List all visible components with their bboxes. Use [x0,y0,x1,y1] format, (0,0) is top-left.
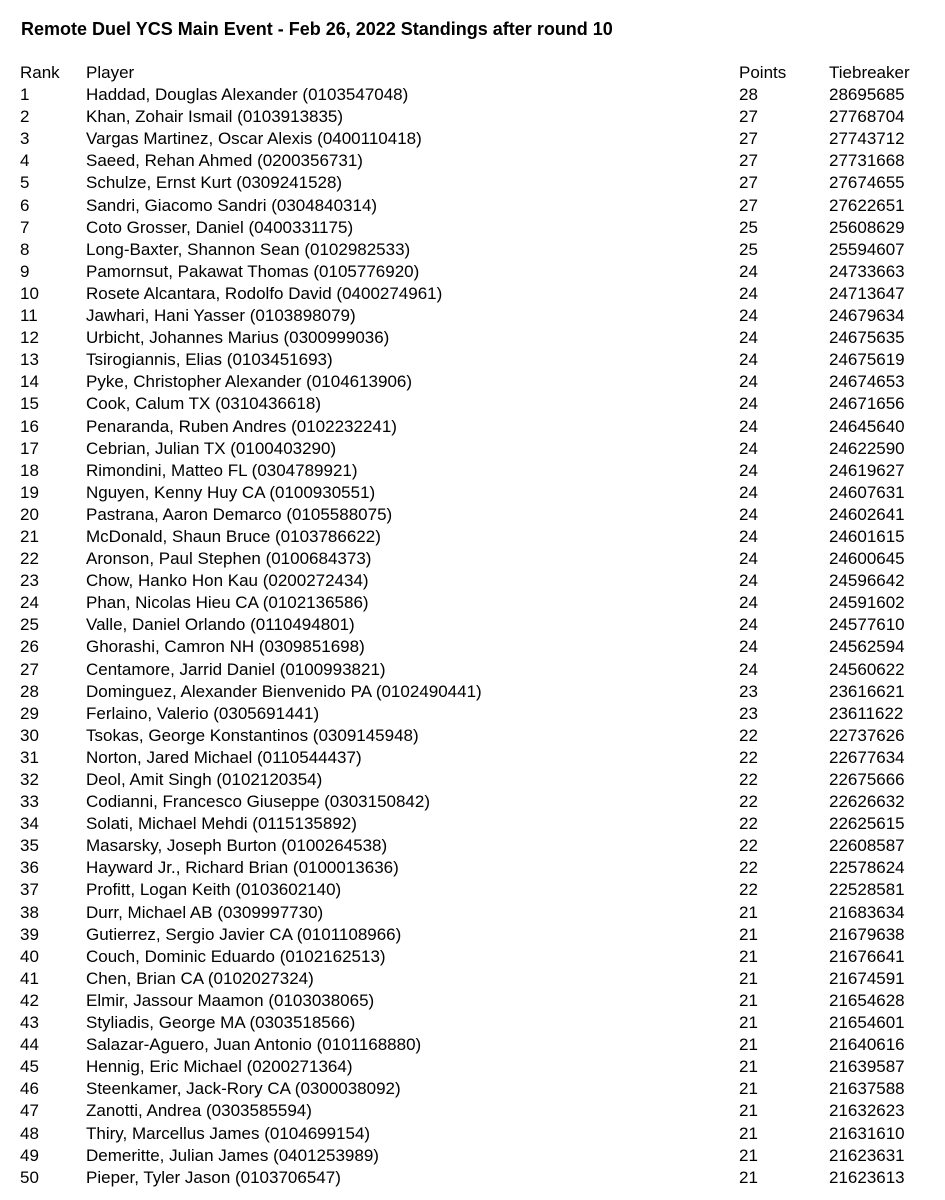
player-cell: Centamore, Jarrid Daniel (0100993821) [86,659,386,679]
player-cell: Hennig, Eric Michael (0200271364) [86,1057,353,1077]
points-cell: 22 [739,770,758,789]
player-cell: Coto Grosser, Daniel (0400331175) [86,217,354,237]
points-cell: 22 [739,858,758,878]
player-cell: Chow, Hanko Hon Kau (0200272434) [86,571,369,591]
tiebreaker-cell: 27622651 [829,195,905,215]
rank-cell: 48 [20,1123,39,1143]
tiebreaker-cell: 27768704 [829,107,905,127]
table-row [20,460,930,482]
rank-cell: 18 [20,460,39,480]
points-cell: 21 [739,1013,758,1033]
points-cell: 24 [739,615,758,635]
tiebreaker-cell: 24674653 [829,372,905,392]
points-cell: 21 [739,902,758,922]
player-cell: Zanotti, Andrea (0303585594) [86,1101,312,1121]
points-cell: 21 [739,968,758,988]
player-cell: Styliadis, George MA (0303518566) [86,1013,356,1033]
rank-cell: 11 [20,306,38,326]
table-row [20,681,930,703]
player-cell: Hayward Jr., Richard Brian (0100013636) [86,858,399,878]
tiebreaker-cell: 24675635 [829,328,905,348]
player-cell: Pastrana, Aaron Demarco (0105588075) [86,504,393,524]
player-cell: Cook, Calum TX (0310436618) [86,394,321,414]
tiebreaker-cell: 21623631 [829,1145,905,1165]
header-tiebreaker: Tiebreaker [829,63,910,82]
rank-cell: 40 [20,946,39,966]
tiebreaker-cell: 25594607 [829,239,905,259]
points-cell: 24 [739,372,758,392]
table-row [20,1167,930,1189]
tiebreaker-cell: 25608629 [829,217,905,237]
table-row [20,1034,930,1056]
player-cell: Vargas Martinez, Oscar Alexis (0400110418) [86,129,422,149]
tiebreaker-cell: 21683634 [829,902,905,922]
tiebreaker-cell: 21654628 [829,990,905,1010]
table-row [20,636,930,658]
tiebreaker-cell: 24671656 [829,394,905,414]
tiebreaker-cell: 24602641 [829,504,905,524]
points-cell: 22 [739,792,758,812]
rank-cell: 29 [20,703,39,723]
table-row [20,1078,930,1100]
table-row [20,261,930,283]
tiebreaker-cell: 21674591 [829,968,905,988]
rank-cell: 46 [20,1079,39,1099]
player-cell: Masarsky, Joseph Burton (0100264538) [86,836,388,856]
rank-cell: 47 [20,1101,39,1121]
table-row [20,482,930,504]
player-cell: Penaranda, Ruben Andres (0102232241) [86,416,397,436]
tiebreaker-cell: 23616621 [829,681,905,701]
player-cell: Khan, Zohair Ismail (0103913835) [86,107,344,127]
rank-cell: 1 [20,85,30,105]
rank-cell: 13 [20,350,39,370]
table-row [20,570,930,592]
player-cell: Steenkamer, Jack-Rory CA (0300038092) [86,1079,401,1099]
points-cell: 27 [739,129,758,149]
points-cell: 25 [739,239,758,259]
rank-cell: 27 [20,659,39,679]
rank-cell: 36 [20,858,39,878]
rank-cell: 28 [20,681,39,701]
player-cell: Cebrian, Julian TX (0100403290) [86,438,337,458]
player-cell: Deol, Amit Singh (0102120354) [86,770,323,789]
rank-cell: 7 [20,217,30,237]
player-cell: Saeed, Rehan Ahmed (0200356731) [86,151,363,171]
rank-cell: 49 [20,1145,39,1165]
table-row [20,703,930,725]
points-cell: 23 [739,681,758,701]
tiebreaker-cell: 22578624 [829,858,905,878]
player-cell: Tsirogiannis, Elias (0103451693) [86,350,333,370]
tiebreaker-cell: 24675619 [829,350,905,370]
tiebreaker-cell: 27743712 [829,129,905,149]
rank-cell: 4 [20,151,30,171]
table-row [20,438,930,460]
table-row [20,1056,930,1078]
points-cell: 24 [739,416,758,436]
points-cell: 24 [739,504,758,524]
tiebreaker-cell: 22528581 [829,880,905,900]
rank-cell: 44 [20,1035,39,1055]
table-row [20,195,930,217]
rank-cell: 25 [20,615,39,635]
points-cell: 21 [739,1057,758,1077]
points-cell: 23 [739,703,758,723]
player-cell: McDonald, Shaun Bruce (0103786622) [86,526,381,546]
table-row [20,1123,930,1145]
tiebreaker-cell: 21654601 [829,1013,905,1033]
table-row [20,150,930,172]
points-cell: 24 [739,637,758,657]
player-cell: Pamornsut, Pakawat Thomas (0105776920) [86,261,420,281]
standings-rows [20,84,930,1189]
rank-cell: 19 [20,482,39,502]
tiebreaker-cell: 27674655 [829,173,905,193]
player-cell: Solati, Michael Mehdi (0115135892) [86,814,357,834]
table-row [20,548,930,570]
tiebreaker-cell: 24713647 [829,283,905,303]
rank-cell: 5 [20,173,30,193]
table-row [20,659,930,681]
table-row [20,1145,930,1167]
points-cell: 21 [739,1123,758,1143]
rank-cell: 39 [20,924,39,944]
points-cell: 21 [739,924,758,944]
player-cell: Profitt, Logan Keith (0103602140) [86,880,342,900]
tiebreaker-cell: 21679638 [829,924,905,944]
tiebreaker-cell: 24679634 [829,306,905,326]
rank-cell: 22 [20,549,39,569]
table-row [20,725,930,747]
table-row [20,1100,930,1122]
tiebreaker-cell: 24577610 [829,615,905,635]
table-row [20,835,930,857]
table-row [20,769,930,791]
points-cell: 24 [739,261,758,281]
rank-cell: 9 [20,261,30,281]
player-cell: Long-Baxter, Shannon Sean (0102982533) [86,239,411,259]
table-row [20,1012,930,1034]
points-cell: 24 [739,549,758,569]
header-points: Points [739,63,787,82]
rank-cell: 23 [20,571,39,591]
rank-cell: 42 [20,990,39,1010]
points-cell: 21 [739,1035,758,1055]
player-cell: Schulze, Ernst Kurt (0309241528) [86,173,343,193]
table-row [20,946,930,968]
points-cell: 27 [739,173,758,193]
tiebreaker-cell: 24619627 [829,460,905,480]
rank-cell: 45 [20,1057,39,1077]
player-cell: Chen, Brian CA (0102027324) [86,968,314,988]
table-row [20,504,930,526]
points-cell: 21 [739,990,758,1010]
table-row [20,283,930,305]
rank-cell: 20 [20,504,39,524]
table-row [20,526,930,548]
tiebreaker-cell: 24733663 [829,261,905,281]
points-cell: 22 [739,836,758,856]
tiebreaker-cell: 24560622 [829,659,905,679]
points-cell: 24 [739,438,758,458]
player-cell: Jawhari, Hani Yasser (0103898079) [86,306,356,326]
header-rank: Rank [20,63,60,82]
tiebreaker-cell: 24600645 [829,549,905,569]
rank-cell: 2 [20,107,30,127]
player-cell: Codianni, Francesco Giuseppe (0303150842) [86,792,431,812]
player-cell: Demeritte, Julian James (0401253989) [86,1145,379,1165]
tiebreaker-cell: 21640616 [829,1035,905,1055]
rank-cell: 8 [20,239,30,259]
points-cell: 24 [739,394,758,414]
rank-cell: 15 [20,394,39,414]
points-cell: 22 [739,880,758,900]
rank-cell: 21 [20,526,39,546]
rank-cell: 43 [20,1013,39,1033]
points-cell: 22 [739,747,758,767]
player-cell: Ferlaino, Valerio (0305691441) [86,703,320,723]
points-cell: 21 [739,1145,758,1165]
tiebreaker-cell: 22677634 [829,747,905,767]
points-cell: 21 [739,1101,758,1121]
rank-cell: 24 [20,593,39,613]
player-cell: Durr, Michael AB (0309997730) [86,902,324,922]
points-cell: 22 [739,814,758,834]
tiebreaker-cell: 24562594 [829,637,905,657]
tiebreaker-cell: 21632623 [829,1101,905,1121]
tiebreaker-cell: 21631610 [829,1123,905,1143]
tiebreaker-cell: 22625615 [829,814,905,834]
points-cell: 27 [739,151,758,171]
tiebreaker-cell: 27731668 [829,151,905,171]
points-cell: 24 [739,350,758,370]
table-row [20,239,930,261]
points-cell: 24 [739,526,758,546]
player-cell: Valle, Daniel Orlando (0110494801) [86,615,355,635]
table-row [20,791,930,813]
rank-cell: 35 [20,836,39,856]
rank-cell: 37 [20,880,39,900]
player-cell: Elmir, Jassour Maamon (0103038065) [86,990,375,1010]
player-cell: Pyke, Christopher Alexander (0104613906) [86,372,413,392]
rank-cell: 34 [20,814,39,834]
table-row [20,924,930,946]
points-cell: 24 [739,659,758,679]
tiebreaker-cell: 22675666 [829,770,905,789]
table-row [20,393,930,415]
tiebreaker-cell: 24591602 [829,593,905,613]
tiebreaker-cell: 24645640 [829,416,905,436]
player-cell: Nguyen, Kenny Huy CA (0100930551) [86,482,376,502]
table-row [20,747,930,769]
points-cell: 24 [739,460,758,480]
points-cell: 24 [739,283,758,303]
table-row [20,172,930,194]
rank-cell: 17 [20,438,39,458]
table-row [20,106,930,128]
player-cell: Urbicht, Johannes Marius (0300999036) [86,328,390,348]
table-row [20,902,930,924]
table-row [20,371,930,393]
rank-cell: 14 [20,372,39,392]
rank-cell: 31 [20,747,39,767]
rank-cell: 32 [20,770,39,789]
player-cell: Dominguez, Alexander Bienvenido PA (0102490441) [86,681,482,701]
tiebreaker-cell: 23611622 [829,703,904,723]
rank-cell: 33 [20,792,39,812]
rank-cell: 6 [20,195,30,215]
table-row [20,128,930,150]
table-row [20,416,930,438]
table-row [20,217,930,239]
rank-cell: 38 [20,902,39,922]
header-row [20,62,930,84]
points-cell: 24 [739,306,758,326]
rank-cell: 12 [20,328,39,348]
rank-cell: 16 [20,416,39,436]
tiebreaker-cell: 21639587 [829,1057,905,1077]
tiebreaker-cell: 22737626 [829,725,905,745]
table-row [20,327,930,349]
points-cell: 24 [739,328,758,348]
points-cell: 21 [739,946,758,966]
player-cell: Norton, Jared Michael (0110544437) [86,747,362,767]
rank-cell: 41 [20,968,39,988]
points-cell: 21 [739,1167,758,1187]
tiebreaker-cell: 24601615 [829,526,905,546]
player-cell: Aronson, Paul Stephen (0100684373) [86,549,372,569]
standings-table [20,62,930,1189]
rank-cell: 50 [20,1167,39,1187]
points-cell: 21 [739,1079,758,1099]
player-cell: Tsokas, George Konstantinos (0309145948) [86,725,419,745]
table-row [20,990,930,1012]
points-cell: 27 [739,195,758,215]
table-row [20,813,930,835]
header-player: Player [86,63,135,82]
tiebreaker-cell: 24622590 [829,438,905,458]
tiebreaker-cell: 22626632 [829,792,905,812]
points-cell: 22 [739,725,758,745]
table-row [20,968,930,990]
player-cell: Sandri, Giacomo Sandri (0304840314) [86,195,378,215]
player-cell: Rosete Alcantara, Rodolfo David (0400274961) [86,283,443,303]
tiebreaker-cell: 21623613 [829,1167,905,1187]
points-cell: 24 [739,593,758,613]
table-row [20,349,930,371]
table-row [20,614,930,636]
rank-cell: 26 [20,637,39,657]
tiebreaker-cell: 28695685 [829,85,905,105]
player-cell: Rimondini, Matteo FL (0304789921) [86,460,358,480]
tiebreaker-cell: 22608587 [829,836,905,856]
table-row [20,305,930,327]
player-cell: Haddad, Douglas Alexander (0103547048) [86,85,409,105]
table-row [20,879,930,901]
player-cell: Ghorashi, Camron NH (0309851698) [86,637,365,657]
table-row [20,857,930,879]
points-cell: 24 [739,571,758,591]
tiebreaker-cell: 24607631 [829,482,905,502]
points-cell: 24 [739,482,758,502]
tiebreaker-cell: 24596642 [829,571,905,591]
rank-cell: 3 [20,129,30,149]
points-cell: 25 [739,217,758,237]
table-row [20,592,930,614]
player-cell: Gutierrez, Sergio Javier CA (0101108966) [86,924,402,944]
points-cell: 27 [739,107,758,127]
points-cell: 28 [739,85,758,105]
player-cell: Thiry, Marcellus James (0104699154) [86,1123,371,1143]
rank-cell: 30 [20,725,39,745]
page-title: Remote Duel YCS Main Event - Feb 26, 2022 Standings after round 10 [21,19,613,39]
player-cell: Phan, Nicolas Hieu CA (0102136586) [86,593,369,613]
player-cell: Pieper, Tyler Jason (0103706547) [86,1167,341,1187]
rank-cell: 10 [20,283,39,303]
player-cell: Salazar-Aguero, Juan Antonio (0101168880) [86,1035,422,1055]
tiebreaker-cell: 21676641 [829,946,905,966]
tiebreaker-cell: 21637588 [829,1079,905,1099]
table-row [20,84,930,106]
player-cell: Couch, Dominic Eduardo (0102162513) [86,946,386,966]
